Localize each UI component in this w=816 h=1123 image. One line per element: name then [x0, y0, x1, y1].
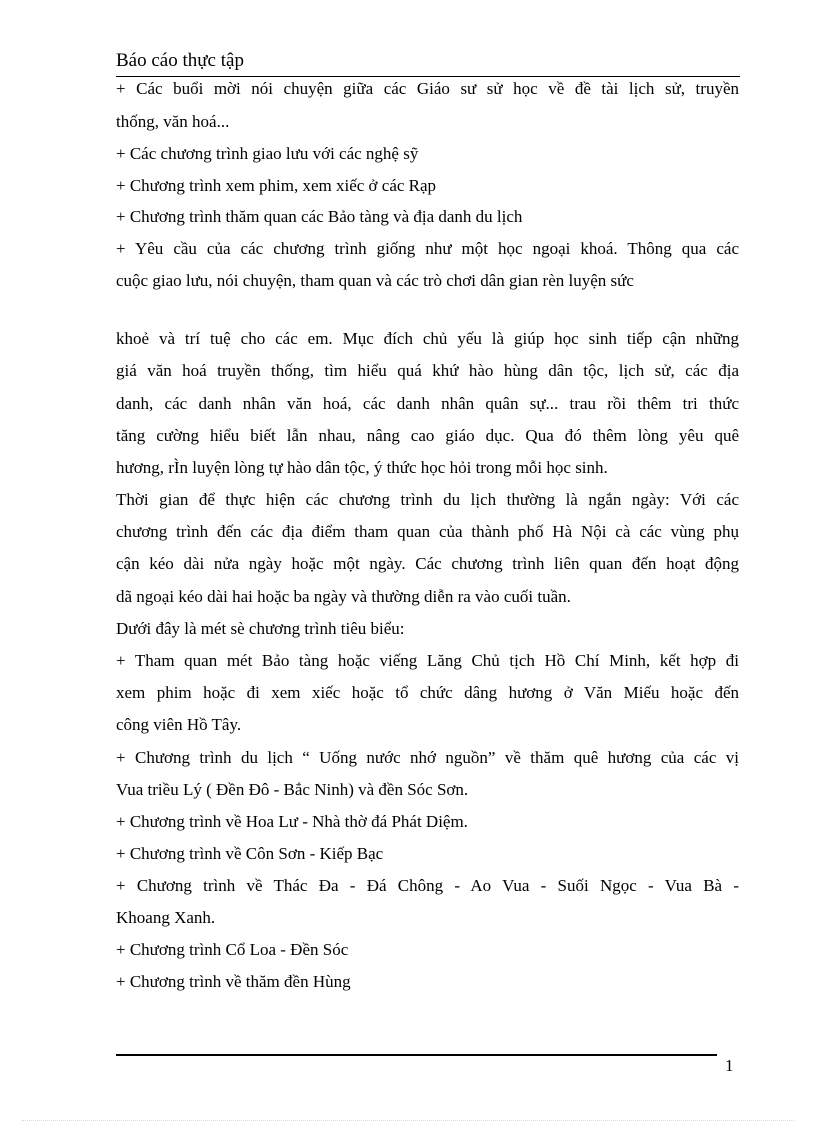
text-line: danh, các danh nhân văn hoá, các danh nhân quân sự... trau rồi thêm tri thức: [116, 394, 739, 413]
text-line: + Chương trình du lịch “ Uống nước nhớ nguồn” về thăm quê hương của các vị: [116, 748, 739, 767]
text-line: + Yêu cầu của các chương trình giống như một học ngoại khoá. Thông qua các: [116, 239, 739, 258]
page-header-title: Báo cáo thực tập: [116, 50, 244, 71]
text-line: Dưới đây là mét sè chương trình tiêu biểu:: [116, 619, 405, 638]
text-line: + Tham quan mét Bảo tàng hoặc viếng Lăng Chủ tịch Hồ Chí Minh, kết hợp đi: [116, 651, 739, 670]
text-line: công viên Hồ Tây.: [116, 715, 242, 734]
footer-divider: [116, 1054, 717, 1056]
text-line: giá văn hoá truyền thống, tìm hiểu quá khứ hào hùng dân tộc, lịch sử, các địa: [116, 361, 739, 380]
text-line: xem phim hoặc đi xem xiếc hoặc tổ chức dâng hương ở Văn Miếu hoặc đến: [116, 683, 739, 702]
text-line: Thời gian để thực hiện các chương trình du lịch thường là ngắn ngày: Với các: [116, 490, 739, 509]
text-line: + Chương trình Cổ Loa - Đền Sóc: [116, 940, 349, 959]
text-line: + Chương trình xem phim, xem xiếc ở các Rạp: [116, 176, 437, 195]
text-line: + Chương trình thăm quan các Bảo tàng và địa danh du lịch: [116, 207, 523, 226]
text-line: + Chương trình về Côn Sơn - Kiếp Bạc: [116, 844, 384, 863]
page-edge-divider: [22, 1120, 794, 1121]
text-line: + Các buổi mời nói chuyện giữa các Giáo sư sử học về đề tài lịch sử, truyền: [116, 79, 739, 98]
text-line: + Chương trình về Hoa Lư - Nhà thờ đá Phát Diệm.: [116, 812, 468, 831]
text-line: hương, rÌn luyện lòng tự hào dân tộc, ý thức học hỏi trong mỗi học sinh.: [116, 458, 608, 477]
text-line: cận kéo dài nửa ngày hoặc một ngày. Các chương trình liên quan đến hoạt động: [116, 554, 739, 573]
text-line: dã ngoại kéo dài hai hoặc ba ngày và thường diễn ra vào cuối tuần.: [116, 587, 571, 606]
text-line: thống, văn hoá...: [116, 112, 230, 131]
text-line: cuộc giao lưu, nói chuyện, tham quan và các trò chơi dân gian rèn luyện sức: [116, 271, 634, 290]
text-line: Khoang Xanh.: [116, 908, 216, 927]
text-line: chương trình đến các địa điểm tham quan của thành phố Hà Nội cà các vùng phụ: [116, 522, 739, 541]
text-line: tăng cường hiểu biết lẫn nhau, nâng cao giáo dục. Qua đó thêm lòng yêu quê: [116, 426, 739, 445]
page-number: 1: [725, 1056, 734, 1075]
text-line: + Các chương trình giao lưu với các nghệ sỹ: [116, 144, 419, 163]
text-line: Vua triều Lý ( Đền Đô - Bắc Ninh) và đền Sóc Sơn.: [116, 780, 469, 799]
text-line: khoẻ và trí tuệ cho các em. Mục đích chủ yếu là giúp học sinh tiếp cận những: [116, 329, 739, 348]
text-line: + Chương trình về thăm đền Hùng: [116, 972, 351, 991]
text-line: + Chương trình về Thác Đa - Đá Chông - Ao Vua - Suối Ngọc - Vua Bà -: [116, 876, 739, 895]
